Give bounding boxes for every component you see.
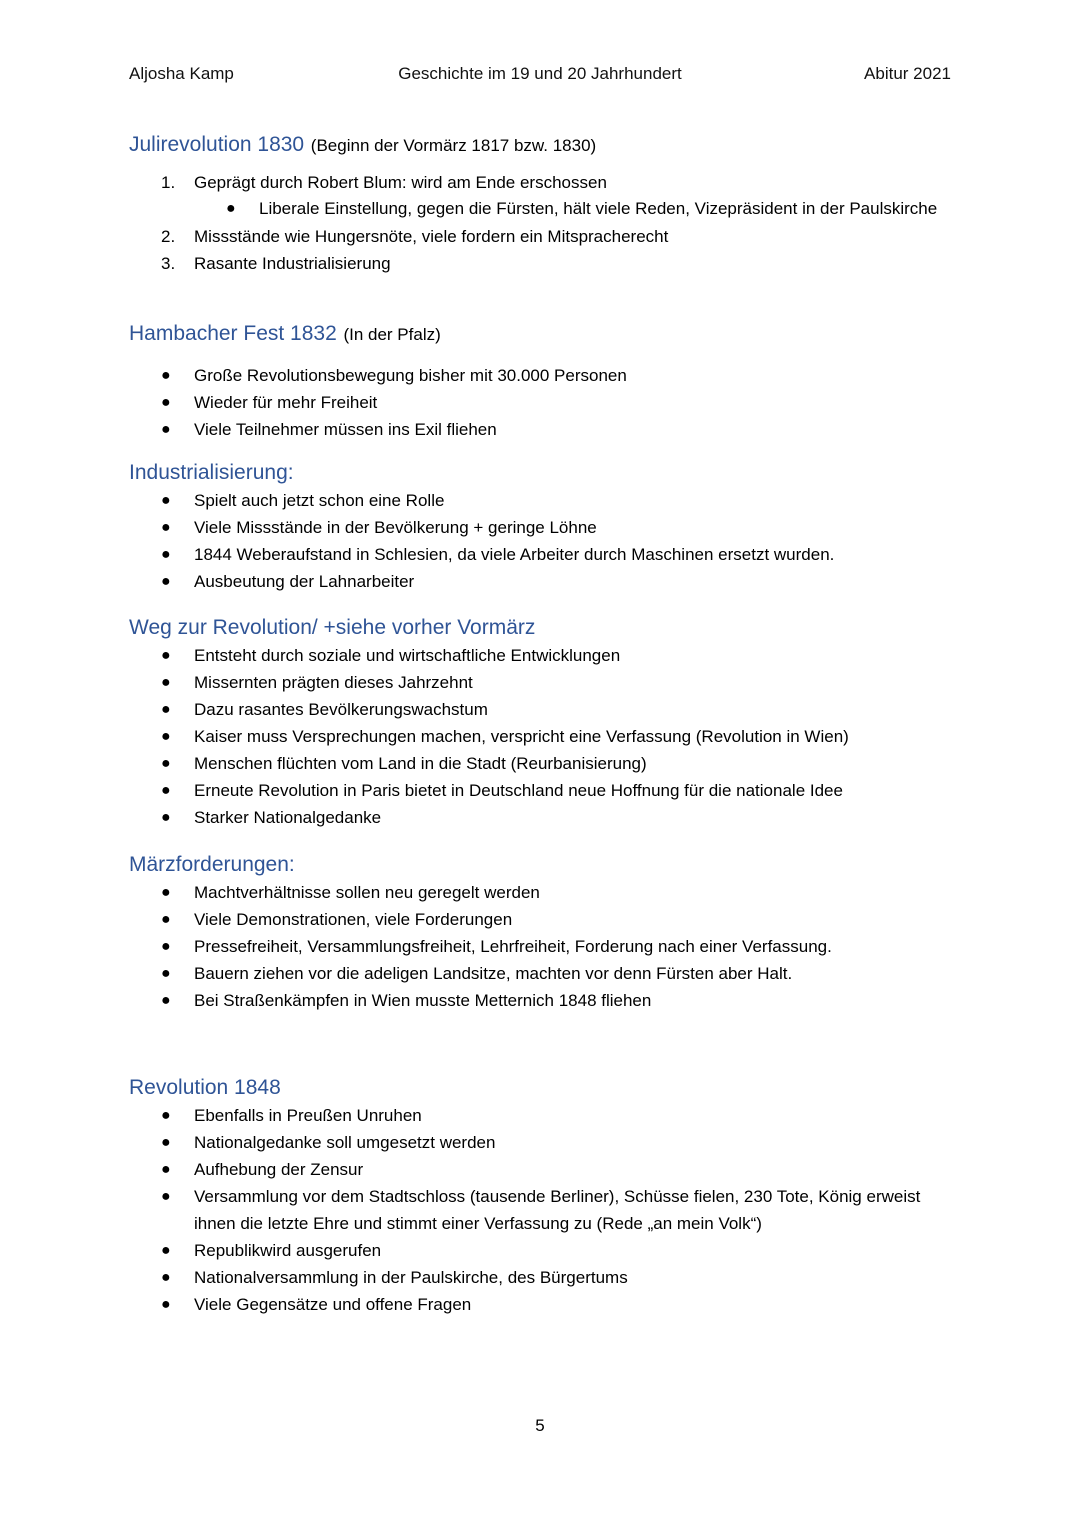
numbered-list <box>129 169 951 277</box>
bullet-icon: ● <box>161 367 171 384</box>
list-item-text: Viele Gegensätze und offene Fragen <box>194 1295 472 1314</box>
page-header <box>129 64 951 90</box>
list-item <box>129 250 951 277</box>
section-hambacher-fest <box>129 319 951 443</box>
list-item <box>129 1237 951 1264</box>
bullet-icon: ● <box>161 492 171 509</box>
bullet-icon: ● <box>161 911 171 928</box>
list-item-text: Erneute Revolution in Paris bietet in Deutschland neue Hoffnung für die nationale Idee <box>194 781 843 800</box>
bullet-icon: ● <box>161 809 171 826</box>
list-item <box>129 1129 951 1156</box>
list-item-text: Viele Demonstrationen, viele Forderungen <box>194 910 513 929</box>
bullet-icon: ● <box>161 519 171 536</box>
section-subtitle: (Beginn der Vormärz 1817 bzw. 1830) <box>310 136 597 155</box>
list-item-text: Starker Nationalgedanke <box>194 808 382 827</box>
list-item-text: Dazu rasantes Bevölkerungswachstum <box>194 700 488 719</box>
section-heading <box>129 319 951 347</box>
list-item <box>129 906 951 933</box>
bullet-icon: ● <box>161 546 171 563</box>
list-item <box>129 960 951 987</box>
list-item <box>129 777 951 804</box>
bullet-icon: ● <box>161 884 171 901</box>
bullet-icon: ● <box>161 421 171 438</box>
bullet-icon: ● <box>161 573 171 590</box>
section-maerzforderungen <box>129 850 951 1014</box>
section-julirevolution <box>129 130 951 277</box>
list-item <box>129 987 951 1014</box>
bullet-icon: ● <box>161 965 171 982</box>
bullet-icon: ● <box>226 200 236 217</box>
list-item-text: Viele Missstände in der Bevölkerung + geringe Löhne <box>194 518 597 537</box>
list-item-text: Bauern ziehen vor die adeligen Landsitze, machten vor denn Fürsten aber Halt. <box>194 964 793 983</box>
bullet-icon: ● <box>161 1269 171 1286</box>
sub-list-wrapper <box>129 196 951 223</box>
list-item-text: Große Revolutionsbewegung bisher mit 30.000 Personen <box>194 366 627 385</box>
sub-list <box>129 196 951 223</box>
bullet-list <box>129 1102 951 1318</box>
list-item-text: Machtverhältnisse sollen neu geregelt werden <box>194 883 540 902</box>
list-number: 2. <box>161 226 176 246</box>
bullet-icon: ● <box>161 782 171 799</box>
list-item <box>129 642 951 669</box>
list-item <box>129 487 951 514</box>
bullet-icon: ● <box>161 728 171 745</box>
list-item-text: Rasante Industrialisierung <box>194 253 391 273</box>
list-item-text: Kaiser muss Versprechungen machen, verspricht eine Verfassung (Revolution in Wien) <box>194 727 849 746</box>
list-item <box>129 541 951 568</box>
header-exam: Abitur 2021 <box>864 64 951 83</box>
list-number: 3. <box>161 253 176 273</box>
list-item-text: Geprägt durch Robert Blum: wird am Ende erschossen <box>194 173 607 192</box>
list-item <box>129 1183 951 1237</box>
section-heading <box>129 1073 951 1101</box>
section-revolution-1848 <box>129 1073 951 1318</box>
list-item-text: Missstände wie Hungersnöte, viele fordern ein Mitspracherecht <box>194 226 669 246</box>
list-item-text: Bei Straßenkämpfen in Wien musste Metternich 1848 fliehen <box>194 991 652 1010</box>
bullet-icon: ● <box>161 1296 171 1313</box>
bullet-list <box>129 362 951 443</box>
list-item <box>129 696 951 723</box>
section-title: Hambacher Fest 1832 <box>129 322 337 345</box>
list-item <box>129 750 951 777</box>
bullet-icon: ● <box>161 647 171 664</box>
list-number: 1. <box>161 173 176 192</box>
section-heading <box>129 613 951 641</box>
list-item <box>129 416 951 443</box>
section-title: Weg zur Revolution/ +siehe vorher Vormärz <box>129 616 536 639</box>
list-item-text: Viele Teilnehmer müssen ins Exil fliehen <box>194 420 497 439</box>
bullet-icon: ● <box>161 701 171 718</box>
bullet-list <box>129 879 951 1014</box>
section-title: Julirevolution 1830 <box>129 133 305 156</box>
page-number: 5 <box>535 1416 545 1435</box>
list-item <box>129 169 951 196</box>
header-subject: Geschichte im 19 und 20 Jahrhundert <box>398 64 682 83</box>
bullet-icon: ● <box>161 755 171 772</box>
bullet-icon: ● <box>161 1107 171 1124</box>
section-heading <box>129 130 951 158</box>
section-title: Revolution 1848 <box>129 1076 281 1099</box>
list-item <box>129 933 951 960</box>
list-item-text: Pressefreiheit, Versammlungsfreiheit, Lehrfreiheit, Forderung nach einer Verfassung. <box>194 937 832 956</box>
list-item-text: Entsteht durch soziale und wirtschaftliche Entwicklungen <box>194 646 621 665</box>
list-item-text: Liberale Einstellung, gegen die Fürsten, hält viele Reden, Vizepräsident in der Paulskirche <box>259 199 938 218</box>
section-weg-zur-revolution <box>129 613 951 831</box>
list-item <box>129 1291 951 1318</box>
list-item-text: Ausbeutung der Lahnarbeiter <box>194 572 415 591</box>
bullet-icon: ● <box>161 992 171 1009</box>
list-item-text: Wieder für mehr Freiheit <box>194 393 378 412</box>
bullet-list <box>129 487 951 595</box>
bullet-icon: ● <box>161 938 171 955</box>
list-item-text: Missernten prägten dieses Jahrzehnt <box>194 673 473 692</box>
bullet-icon: ● <box>161 674 171 691</box>
header-author: Aljosha Kamp <box>129 64 234 83</box>
section-subtitle: (In der Pfalz) <box>343 325 441 344</box>
list-item <box>129 1102 951 1129</box>
bullet-icon: ● <box>161 1242 171 1259</box>
list-item <box>129 568 951 595</box>
bullet-icon: ● <box>161 394 171 411</box>
sub-list-item <box>129 196 951 223</box>
list-item-text: Spielt auch jetzt schon eine Rolle <box>194 491 445 510</box>
section-industrialisierung <box>129 458 951 595</box>
list-item <box>129 389 951 416</box>
list-item-text: Aufhebung der Zensur <box>194 1160 364 1179</box>
list-item-text: Nationalgedanke soll umgesetzt werden <box>194 1133 496 1152</box>
section-title: Märzforderungen: <box>129 853 295 876</box>
list-item <box>129 669 951 696</box>
list-item-text: Menschen flüchten vom Land in die Stadt (Reurbanisierung) <box>194 754 647 773</box>
section-heading <box>129 458 951 486</box>
list-item <box>129 362 951 389</box>
bullet-icon: ● <box>161 1134 171 1151</box>
section-title: Industrialisierung: <box>129 461 294 484</box>
list-item-text: Ebenfalls in Preußen Unruhen <box>194 1106 422 1125</box>
bullet-icon: ● <box>161 1188 171 1205</box>
list-item-text: Nationalversammlung in der Paulskirche, des Bürgertums <box>194 1268 628 1287</box>
section-heading <box>129 850 951 878</box>
list-item <box>129 723 951 750</box>
list-item <box>129 223 951 250</box>
list-item <box>129 1264 951 1291</box>
list-item-text: Republikwird ausgerufen <box>194 1241 382 1260</box>
list-item <box>129 879 951 906</box>
list-item-text: Versammlung vor dem Stadtschloss (tausende Berliner), Schüsse fielen, 230 Tote, König erweist ihnen die letzte Ehre und stimmt einer Verfassung zu (Rede „an mein Volk“) <box>194 1187 921 1233</box>
list-item <box>129 514 951 541</box>
bullet-icon: ● <box>161 1161 171 1178</box>
list-item-text: 1844 Weberaufstand in Schlesien, da viele Arbeiter durch Maschinen ersetzt wurden. <box>194 545 835 564</box>
list-item <box>129 1156 951 1183</box>
list-item <box>129 804 951 831</box>
bullet-list <box>129 642 951 831</box>
